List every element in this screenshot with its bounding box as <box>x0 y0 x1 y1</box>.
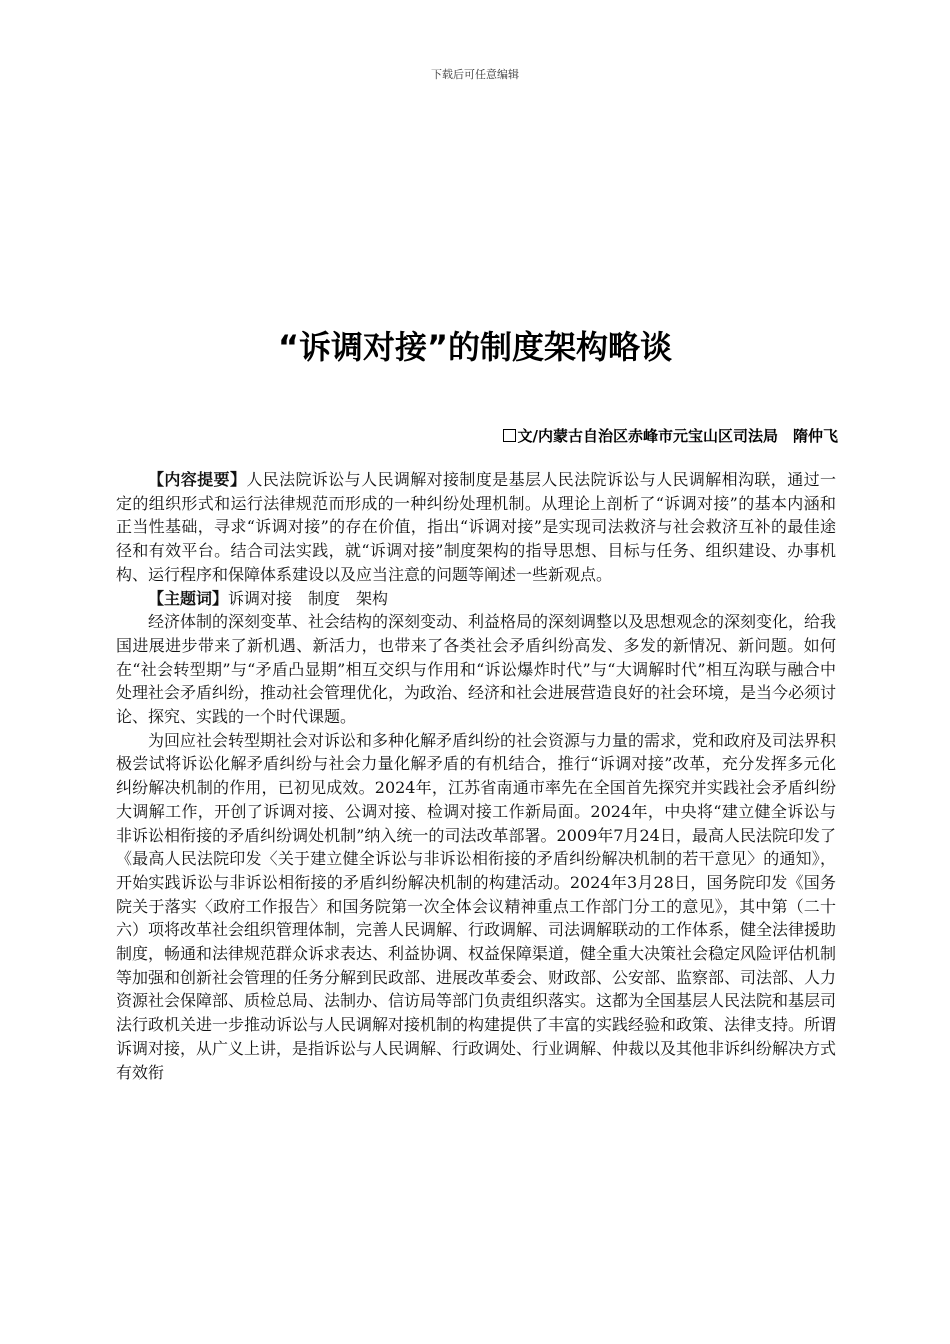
byline-text: 文/内蒙古自治区赤峰市元宝山区司法局 隋仲飞 <box>517 427 838 445</box>
page-header-note: 下载后可任意编辑 <box>431 68 519 81</box>
author-byline <box>503 425 838 446</box>
abstract-text: 人民法院诉讼与人民调解对接制度是基层人民法院诉讼与人民调解相沟联，通过一定的组织形式和运行法律规范而形成的一种纠纷处理机制。从理论上剖析了“诉调对接”的基本内涵和正当性基础，寻求“诉调对接”的存在价值，指出“诉调对接”是实现司法救济与社会救济互补的最佳途径和有效平台。结合司法实践，就“诉调对接”制度架构的指导思想、目标与任务、组织建设、办事机构、运行程序和保障体系建设以及应当注意的问题等阐述一些新观点。 <box>116 470 836 584</box>
body-paragraph: 经济体制的深刻变革、社会结构的深刻变动、利益格局的深刻调整以及思想观念的深刻变化，给我国进展进步带来了新机遇、新活力，也带来了各类社会矛盾纠纷高发、多发的新情况、新问题。如何在“社会转型期”与“矛盾凸显期”相互交织与作用和“诉讼爆炸时代”与“大调解时代”相互沟联与融合中处理社会矛盾纠纷，推动社会管理优化，为政治、经济和社会进展营造良好的社会环境，是当今必须讨论、探究、实践的一个时代课题。 <box>116 612 837 727</box>
body-paragraph: 为回应社会转型期社会对诉讼和多种化解矛盾纠纷的社会资源与力量的需求，党和政府及司法界积极尝试将诉讼化解矛盾纠纷与社会力量化解矛盾的有机结合，推行“诉调对接”改革，充分发挥多元化纠纷解决机制的作用，已初见成效。2024年，江苏省南通市率先在全国首先探究并实践社会矛盾纠纷大调解工作，开创了诉调对接、公调对接、检调对接工作新局面。2024年，中央将“建立健全诉讼与非诉讼相衔接的矛盾纠纷调处机制”纳入统一的司法改革部署。2009年7月24日，最高人民法院印发了《最高人民法院印发〈关于建立健全诉讼与非诉讼相衔接的矛盾纠纷解决机制的若干意见〉的通知》，开始实践诉讼与非诉讼相衔接的矛盾纠纷解决机制的构建活动。2024年3月28日，国务院印发《国务院关于落实〈政府工作报告〉和国务院第一次全体会议精神重点工作部门分工的意见》，其中第（二十六）项将改革社会组织管理体制，完善人民调解、行政调解、司法调解联动的工作体系，健全法律援助制度，畅通和法律规范群众诉求表达、利益协调、权益保障渠道，健全重大决策社会稳定风险评估机制等加强和创新社会管理的任务分解到民政部、进展改革委会、财政部、公安部、监察部、司法部、人力资源社会保障部、质检总局、法制办、信访局等部门负责组织落实。这都为全国基层人民法院和基层司法行政机关进一步推动诉讼与人民调解对接机制的构建提供了丰富的实践经验和政策、法律支持。所谓诉调对接，从广义上讲，是指诉讼与人民调解、行政调处、行业调解、仲裁以及其他非诉纠纷解决方式有效衔 <box>116 730 837 1082</box>
square-icon <box>503 429 516 442</box>
keywords-text: 诉调对接 制度 架构 <box>228 588 389 608</box>
abstract-label: 【内容提要】 <box>148 470 247 489</box>
document-title: “诉调对接”的制度架构略谈 <box>277 328 673 366</box>
keywords-label: 【主题词】 <box>148 588 229 608</box>
abstract-paragraph <box>116 468 836 587</box>
keywords-paragraph <box>116 587 836 611</box>
document-body <box>116 468 836 1084</box>
